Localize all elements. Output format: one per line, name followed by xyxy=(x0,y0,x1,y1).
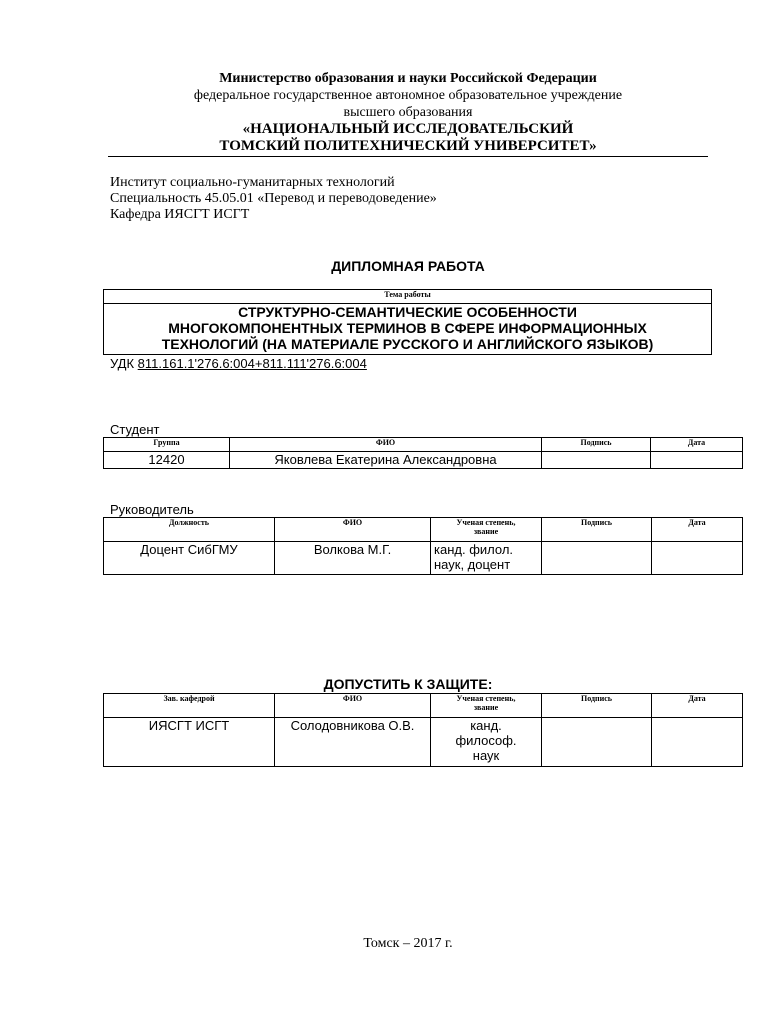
table-row xyxy=(104,542,743,575)
student-header-date: Дата xyxy=(651,438,743,452)
topic-line-2: МНОГОКОМПОНЕНТНЫХ ТЕРМИНОВ В СФЕРЕ ИНФОРМАЦИОННЫХ xyxy=(168,320,647,336)
student-signature xyxy=(542,452,651,469)
topic-line-1: СТРУКТУРНО-СЕМАНТИЧЕСКИЕ ОСОБЕННОСТИ xyxy=(238,304,577,320)
admit-header-date: Дата xyxy=(652,694,743,718)
supervisor-degree-2: наук, доцент xyxy=(434,557,511,572)
admit-header-degree xyxy=(431,694,542,718)
topic-cell xyxy=(104,304,712,355)
institution-type-line-1: федеральное государственное автономное образовательное учреждение xyxy=(193,88,623,103)
supervisor-header-name: ФИО xyxy=(275,518,431,542)
supervisor-name: Волкова М.Г. xyxy=(275,542,431,575)
university-name-line-1: «НАЦИОНАЛЬНЫЙ ИССЛЕДОВАТЕЛЬСКИЙ xyxy=(242,121,574,137)
table-row xyxy=(104,718,743,767)
university-name-line-2: ТОМСКИЙ ПОЛИТЕХНИЧЕСКИЙ УНИВЕРСИТЕТ» xyxy=(219,138,597,154)
student-section-label: Студент xyxy=(110,422,160,437)
supervisor-degree-1: канд. филол. xyxy=(434,542,514,557)
student-table xyxy=(103,437,743,469)
department-line: Кафедра ИЯСГТ ИСГТ xyxy=(110,207,250,222)
supervisor-header-degree-1: Ученая степень, xyxy=(456,518,516,527)
admit-header-head: Зав. кафедрой xyxy=(104,694,275,718)
admit-degree xyxy=(431,718,542,767)
student-group: 12420 xyxy=(104,452,230,469)
footer-city-year: Томск – 2017 г. xyxy=(363,936,453,951)
ministry-line: Министерство образования и науки Российской Федерации xyxy=(219,71,597,86)
admit-header-degree-2: звание xyxy=(473,703,499,712)
supervisor-header-degree xyxy=(431,518,542,542)
supervisor-section-label: Руководитель xyxy=(110,502,194,517)
supervisor-header-position: Должность xyxy=(104,518,275,542)
topic-header: Тема работы xyxy=(104,290,712,304)
topic-line-3: ТЕХНОЛОГИЙ (НА МАТЕРИАЛЕ РУССКОГО И АНГЛИЙСКОГО ЯЗЫКОВ) xyxy=(161,336,654,352)
student-header-signature: Подпись xyxy=(542,438,651,452)
admit-header-name: ФИО xyxy=(275,694,431,718)
institution-type-line-2: высшего образования xyxy=(343,105,473,120)
udk-line xyxy=(110,356,367,372)
udk-value: 811.161.1'276.6:004+811.111'276.6:004 xyxy=(137,356,367,371)
admit-table xyxy=(103,693,743,767)
admit-degree-3: наук xyxy=(472,748,500,763)
institute-line: Институт социально-гуманитарных технологий xyxy=(110,175,395,190)
student-table-header xyxy=(104,438,743,452)
admit-title: ДОПУСТИТЬ К ЗАЩИТЕ: xyxy=(323,676,493,692)
student-name: Яковлева Екатерина Александровна xyxy=(230,452,542,469)
table-row xyxy=(104,452,743,469)
supervisor-header-signature: Подпись xyxy=(542,518,652,542)
admit-header-degree-1: Ученая степень, xyxy=(456,694,516,703)
admit-table-header xyxy=(104,694,743,718)
specialty-line: Специальность 45.05.01 «Перевод и переводоведение» xyxy=(110,191,437,206)
admit-name: Солодовникова О.В. xyxy=(275,718,431,767)
supervisor-position: Доцент СибГМУ xyxy=(104,542,275,575)
admit-date xyxy=(652,718,743,767)
student-date xyxy=(651,452,743,469)
supervisor-table-header xyxy=(104,518,743,542)
student-header-group: Группа xyxy=(104,438,230,452)
supervisor-signature xyxy=(542,542,652,575)
student-header-name: ФИО xyxy=(230,438,542,452)
admit-header-signature: Подпись xyxy=(542,694,652,718)
document-title: ДИПЛОМНАЯ РАБОТА xyxy=(331,258,485,274)
supervisor-table xyxy=(103,517,743,575)
admit-head: ИЯСГТ ИСГТ xyxy=(104,718,275,767)
supervisor-date xyxy=(652,542,743,575)
admit-degree-2: философ. xyxy=(455,733,517,748)
supervisor-degree xyxy=(431,542,542,575)
admit-signature xyxy=(542,718,652,767)
topic-table xyxy=(103,289,712,355)
header-divider xyxy=(108,156,708,157)
supervisor-header-date: Дата xyxy=(652,518,743,542)
admit-degree-1: канд. xyxy=(470,718,502,733)
supervisor-header-degree-2: звание xyxy=(473,527,499,536)
udk-label: УДК xyxy=(110,356,138,371)
